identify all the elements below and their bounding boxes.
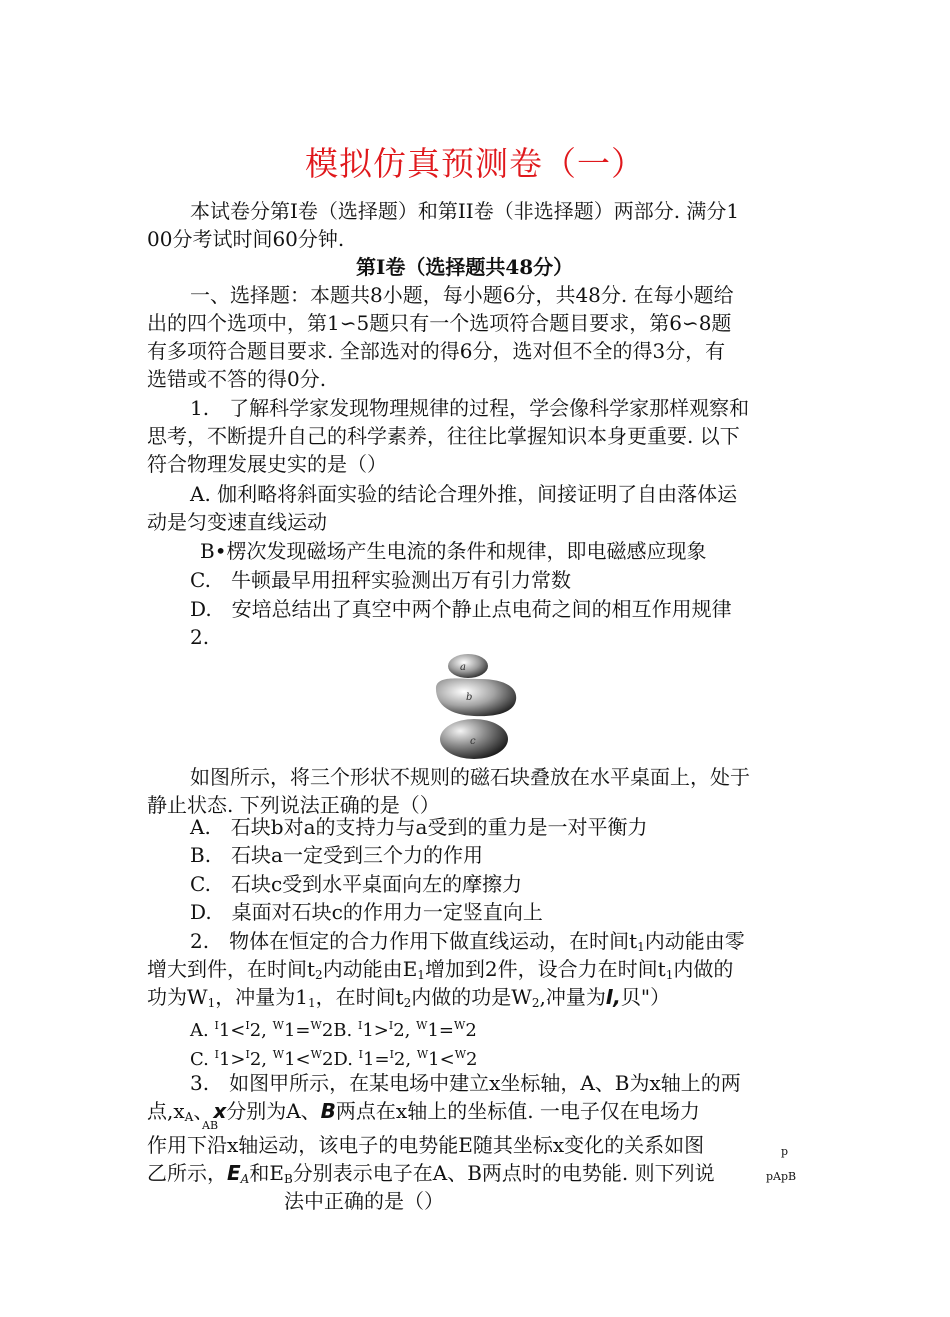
q4-line-2: 点$,x_A$、x分别为A、B两点在x轴上的坐标值. 一电子仅在电场力 [147, 1099, 700, 1124]
stone-a [448, 654, 488, 678]
q3-line-1: 2. 物体在恒定的合力作用下做直线运动，在时间$t_1$内动能由零 [190, 929, 745, 954]
stone-a-label: a [460, 662, 466, 673]
q1-option-b: B•楞次发现磁场产生电流的条件和规律，即电磁感应现象 [200, 539, 707, 563]
q2-option-d: D. 桌面对石块c的作用力一定竖直向上 [190, 900, 543, 924]
q3-line-2: 增大到件，在时间$t_2$内动能由$E_1$增加到2件，设合力在时间$t_1$内做的 [147, 957, 734, 982]
q3-options-cd: C. $^I$1>$^I$2, $^W$1<$^W$2D. $^I$1=$^I$2, $^W$1<$^W$2 [190, 1048, 478, 1070]
q1-option-d: D. 安培总结出了真空中两个静止点电荷之间的相互作用规律 [190, 597, 732, 621]
stone-c-label: c [470, 736, 476, 747]
q1-option-a-line-1: A. 伽利略将斜面实验的结论合理外推，间接证明了自由落体运 [190, 482, 738, 506]
stone-b-label: b [466, 692, 473, 703]
instructions-line-3: 有多项符合题目要求. 全部选对的得6分，选对但不全的得3分，有 [147, 339, 726, 363]
q1-stem-line-2: 思考，不断提升自己的科学素养，往往比掌握知识本身更重要. 以下 [147, 424, 740, 448]
q4-line-4: 乙所示，$E_A$和$E_B$分别表示电子在A、B两点时的电势能. 则下列说 [147, 1161, 715, 1186]
q4-subscript-ab: AB [202, 1119, 219, 1132]
q2-option-a: A. 石块b对a的支持力与a受到的重力是一对平衡力 [190, 815, 648, 839]
q1-stem-line-1: 1. 了解科学家发现物理规律的过程，学会像科学家那样观察和 [190, 396, 750, 420]
instructions-line-2: 出的四个选项中，第1∽5题只有一个选项符合题目要求，第6∽8题 [147, 311, 732, 335]
section-title: 第Ⅰ卷（选择题共48分） [356, 255, 574, 279]
stacked-stones-figure [400, 645, 550, 760]
intro-line-1: 本试卷分第Ⅰ卷（选择题）和第II卷（非选择题）两部分. 满分1 [190, 199, 740, 223]
q4-line-3: 作用下沿x轴运动，该电子的电势能E随其坐标x变化的关系如图 [147, 1133, 705, 1157]
q2-option-c: C. 石块c受到水平桌面向左的摩擦力 [190, 872, 523, 896]
q3-options-ab: A. $^I$1<$^I$2, $^W$1=$^W$2B. $^I$1>$^I$2, $^W$1=$^W$2 [190, 1019, 477, 1041]
q1-option-c: C. 牛顿最早用扭秤实验测出万有引力常数 [190, 568, 571, 592]
q4-side-p: p [781, 1145, 789, 1158]
intro-line-2: 00分考试时间60分钟. [147, 227, 345, 251]
q2-stem-line-1: 如图所示，将三个形状不规则的磁石块叠放在水平桌面上，处于 [190, 765, 750, 789]
instructions-line-4: 选错或不答的得0分. [147, 367, 327, 391]
q2-stem-line-2: 静止状态. 下列说法正确的是（） [147, 793, 440, 817]
q3-line-3: 功为$W_1$，冲量为$1_1$，在时间$t_2$内做的功是$W_2$,冲量为I,贝"） [147, 985, 671, 1010]
stone-b [436, 678, 516, 716]
page-title: 模拟仿真预测卷（一） [305, 144, 645, 183]
q4-line-1: 3. 如图甲所示，在某电场中建立x坐标轴，A、B为x轴上的两 [190, 1071, 741, 1095]
q4-line-5: 法中正确的是（） [284, 1189, 444, 1213]
q1-option-a-line-2: 动是匀变速直线运动 [147, 510, 327, 534]
q4-side-papb: pApB [766, 1170, 797, 1183]
instructions-line-1: 一、选择题：本题共8小题，每小题6分，共48分. 在每小题给 [190, 283, 734, 307]
q2-option-b: B. 石块a一定受到三个力的作用 [190, 843, 483, 867]
q1-stem-line-3: 符合物理发展史实的是（） [147, 452, 387, 476]
q2-number: 2. [190, 625, 210, 649]
